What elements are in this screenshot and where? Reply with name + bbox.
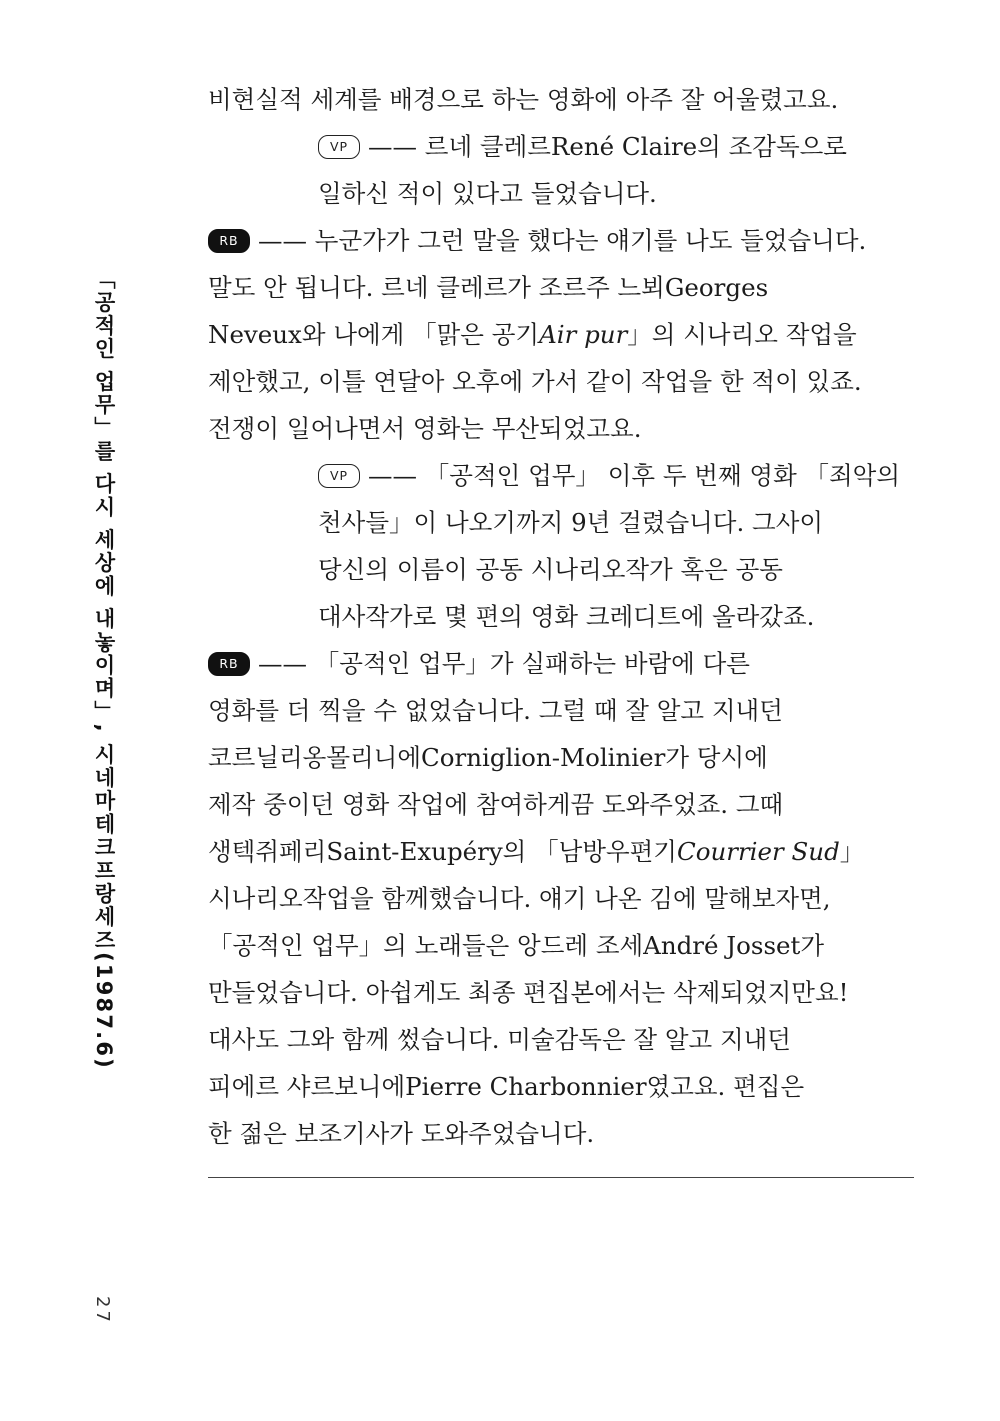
text-line: 당신의 이름이 공동 시나리오작가 혹은 공동 (318, 555, 783, 584)
text-line: 한 젊은 보조기사가 도와주었습니다. (208, 1119, 595, 1148)
text-line: 생텍쥐페리Saint-Exupéry의 「남방우편기Courrier Sud」 (208, 837, 865, 866)
text-line: VP —— 「공적인 업무」 이후 두 번째 영화 「죄악의 (318, 458, 900, 494)
text-line: 대사작가로 몇 편의 영화 크레디트에 올라갔죠. (318, 602, 815, 631)
speaker-badge-vp: VP (318, 464, 360, 488)
text-line: 전쟁이 일어나면서 영화는 무산되었고요. (208, 414, 642, 443)
text-line: Neveux와 나에게 「맑은 공기Air pur」의 시나리오 작업을 (208, 320, 857, 349)
running-title-text: 「공적인 업무」를 다시 세상에 내놓이며」, 시네마테크프랑세즈(1987.6) (92, 268, 116, 1070)
page-number: 27 (92, 1296, 113, 1325)
text-line: 제안했고, 이틀 연달아 오후에 가서 같이 작업을 한 적이 있죠. (208, 367, 862, 396)
text-line: 천사들」이 나오기까지 9년 걸렸습니다. 그사이 (318, 508, 824, 537)
text-line: 제작 중이던 영화 작업에 참여하게끔 도와주었죠. 그때 (208, 790, 784, 819)
text-line: 시나리오작업을 함께했습니다. 얘기 나온 김에 말해보자면, (208, 884, 831, 913)
text-line: VP —— 르네 클레르René Claire의 조감독으로 (318, 129, 847, 165)
text-line: 만들었습니다. 아쉽게도 최종 편집본에서는 삭제되었지만요! (208, 978, 849, 1007)
text-line: RB —— 「공적인 업무」가 실패하는 바람에 다른 (208, 646, 750, 682)
speaker-badge-vp: VP (318, 135, 360, 159)
text-line: 영화를 더 찍을 수 없었습니다. 그럴 때 잘 알고 지내던 (208, 696, 783, 725)
running-title (84, 268, 124, 1070)
text-line: 말도 안 됩니다. 르네 클레르가 조르주 느뵈Georges (208, 273, 769, 302)
speaker-badge-rb: RB (208, 652, 250, 676)
text-line: 「공적인 업무」의 노래들은 앙드레 조세André Josset가 (208, 931, 825, 960)
text-line: 일하신 적이 있다고 들었습니다. (318, 179, 657, 208)
text-line: RB —— 누군가가 그런 말을 했다는 얘기를 나도 들었습니다. (208, 223, 866, 259)
footnote-divider (208, 1177, 914, 1178)
text-line: 비현실적 세계를 배경으로 하는 영화에 아주 잘 어울렸고요. (208, 85, 839, 114)
text-line: 대사도 그와 함께 썼습니다. 미술감독은 잘 알고 지내던 (208, 1025, 791, 1054)
text-line: 코르닐리옹몰리니에Corniglion-Molinier가 당시에 (208, 743, 768, 772)
text-line: 피에르 샤르보니에Pierre Charbonnier였고요. 편집은 (208, 1072, 805, 1101)
speaker-badge-rb: RB (208, 229, 250, 253)
